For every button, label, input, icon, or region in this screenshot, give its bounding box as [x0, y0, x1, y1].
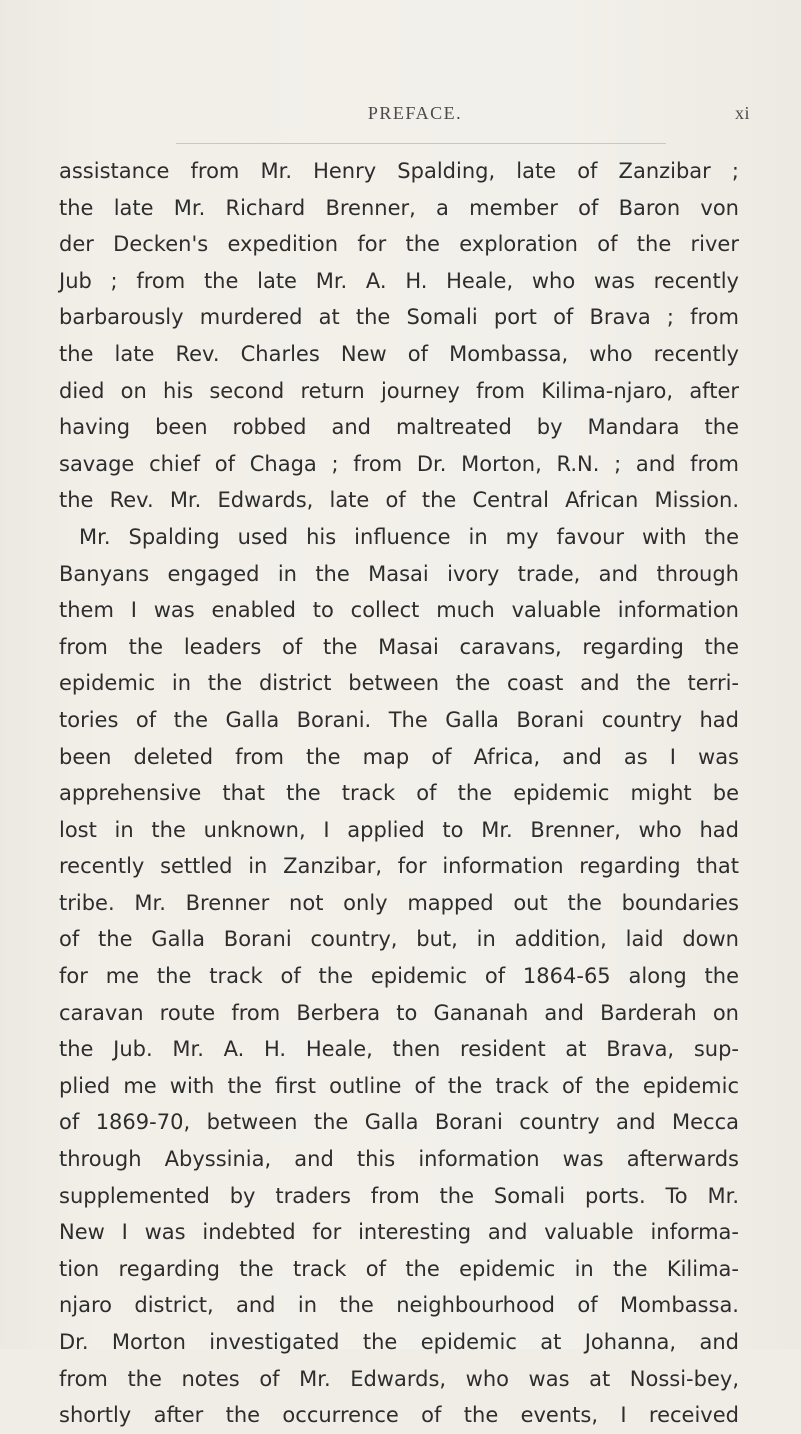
text-line: der Decken's expedition for the exploration of the river: [59, 232, 739, 257]
text-line: njaro district, and in the neighbourhood of Mombassa.: [59, 1293, 739, 1318]
text-line: New I was indebted for interesting and valuable informa-: [59, 1220, 739, 1245]
text-line: tion regarding the track of the epidemic in the Kilima-: [59, 1256, 739, 1281]
text-line: tribe. Mr. Brenner not only mapped out the boundaries: [59, 890, 739, 915]
text-line: plied me with the first outline of the track of the epidemic: [59, 1073, 739, 1098]
text-line: apprehensive that the track of the epidemic might be: [59, 781, 739, 806]
text-line: the late Rev. Charles New of Mombassa, who recently: [59, 341, 739, 366]
text-line: recently settled in Zanzibar, for information regarding that: [59, 854, 739, 879]
text-line: Jub ; from the late Mr. A. H. Heale, who was recently: [59, 268, 739, 293]
text-line: through Abyssinia, and this information was afterwards: [59, 1147, 739, 1172]
text-line: savage chief of Chaga ; from Dr. Morton, R.N. ; and from: [59, 451, 739, 476]
text-line: died on his second return journey from Kilima-njaro, after: [59, 378, 739, 403]
text-line: Banyans engaged in the Masai ivory trade, and through: [59, 561, 739, 586]
page-header: [60, 103, 750, 133]
text-line: Mr. Spalding used his influence in my favour with the: [79, 524, 739, 549]
header-rule: [176, 143, 666, 144]
text-line: Dr. Morton investigated the epidemic at Johanna, and: [59, 1330, 739, 1354]
text-line: assistance from Mr. Henry Spalding, late of Zanzibar ;: [59, 159, 739, 183]
text-line: them I was enabled to collect much valuable information: [59, 598, 739, 623]
text-line: from the leaders of the Masai caravans, regarding the: [59, 634, 739, 659]
text-line: caravan route from Berbera to Gananah and Barderah on: [59, 1000, 739, 1025]
body-text: [59, 153, 739, 1434]
text-line: for me the track of the epidemic of 1864-65 along the: [59, 964, 739, 989]
text-line: of the Galla Borani country, but, in addition, laid down: [59, 927, 739, 952]
text-line: epidemic in the district between the coast and the terri-: [59, 671, 739, 696]
text-line: from the notes of Mr. Edwards, who was at Nossi-bey,: [59, 1366, 739, 1391]
text-line: having been robbed and maltreated by Mandara the: [59, 415, 739, 440]
text-line: barbarously murdered at the Somali port of Brava ; from: [59, 305, 739, 330]
text-line: of 1869-70, between the Galla Borani country and Mecca: [59, 1110, 739, 1135]
text-line: the Rev. Mr. Edwards, late of the Central African Mission.: [59, 488, 739, 513]
text-line: the Jub. Mr. A. H. Heale, then resident at Brava, sup-: [59, 1037, 739, 1062]
text-line: lost in the unknown, I applied to Mr. Brenner, who had: [59, 817, 739, 842]
page-number: xi: [734, 103, 750, 123]
text-line: tories of the Galla Borani. The Galla Borani country had: [59, 707, 739, 732]
text-line: been deleted from the map of Africa, and as I was: [59, 744, 739, 769]
text-line: the late Mr. Richard Brenner, a member of Baron von: [59, 195, 739, 220]
text-line: shortly after the occurrence of the events, I received: [59, 1403, 739, 1428]
running-head: PREFACE.: [367, 103, 463, 123]
text-line: supplemented by traders from the Somali ports. To Mr.: [59, 1183, 739, 1208]
